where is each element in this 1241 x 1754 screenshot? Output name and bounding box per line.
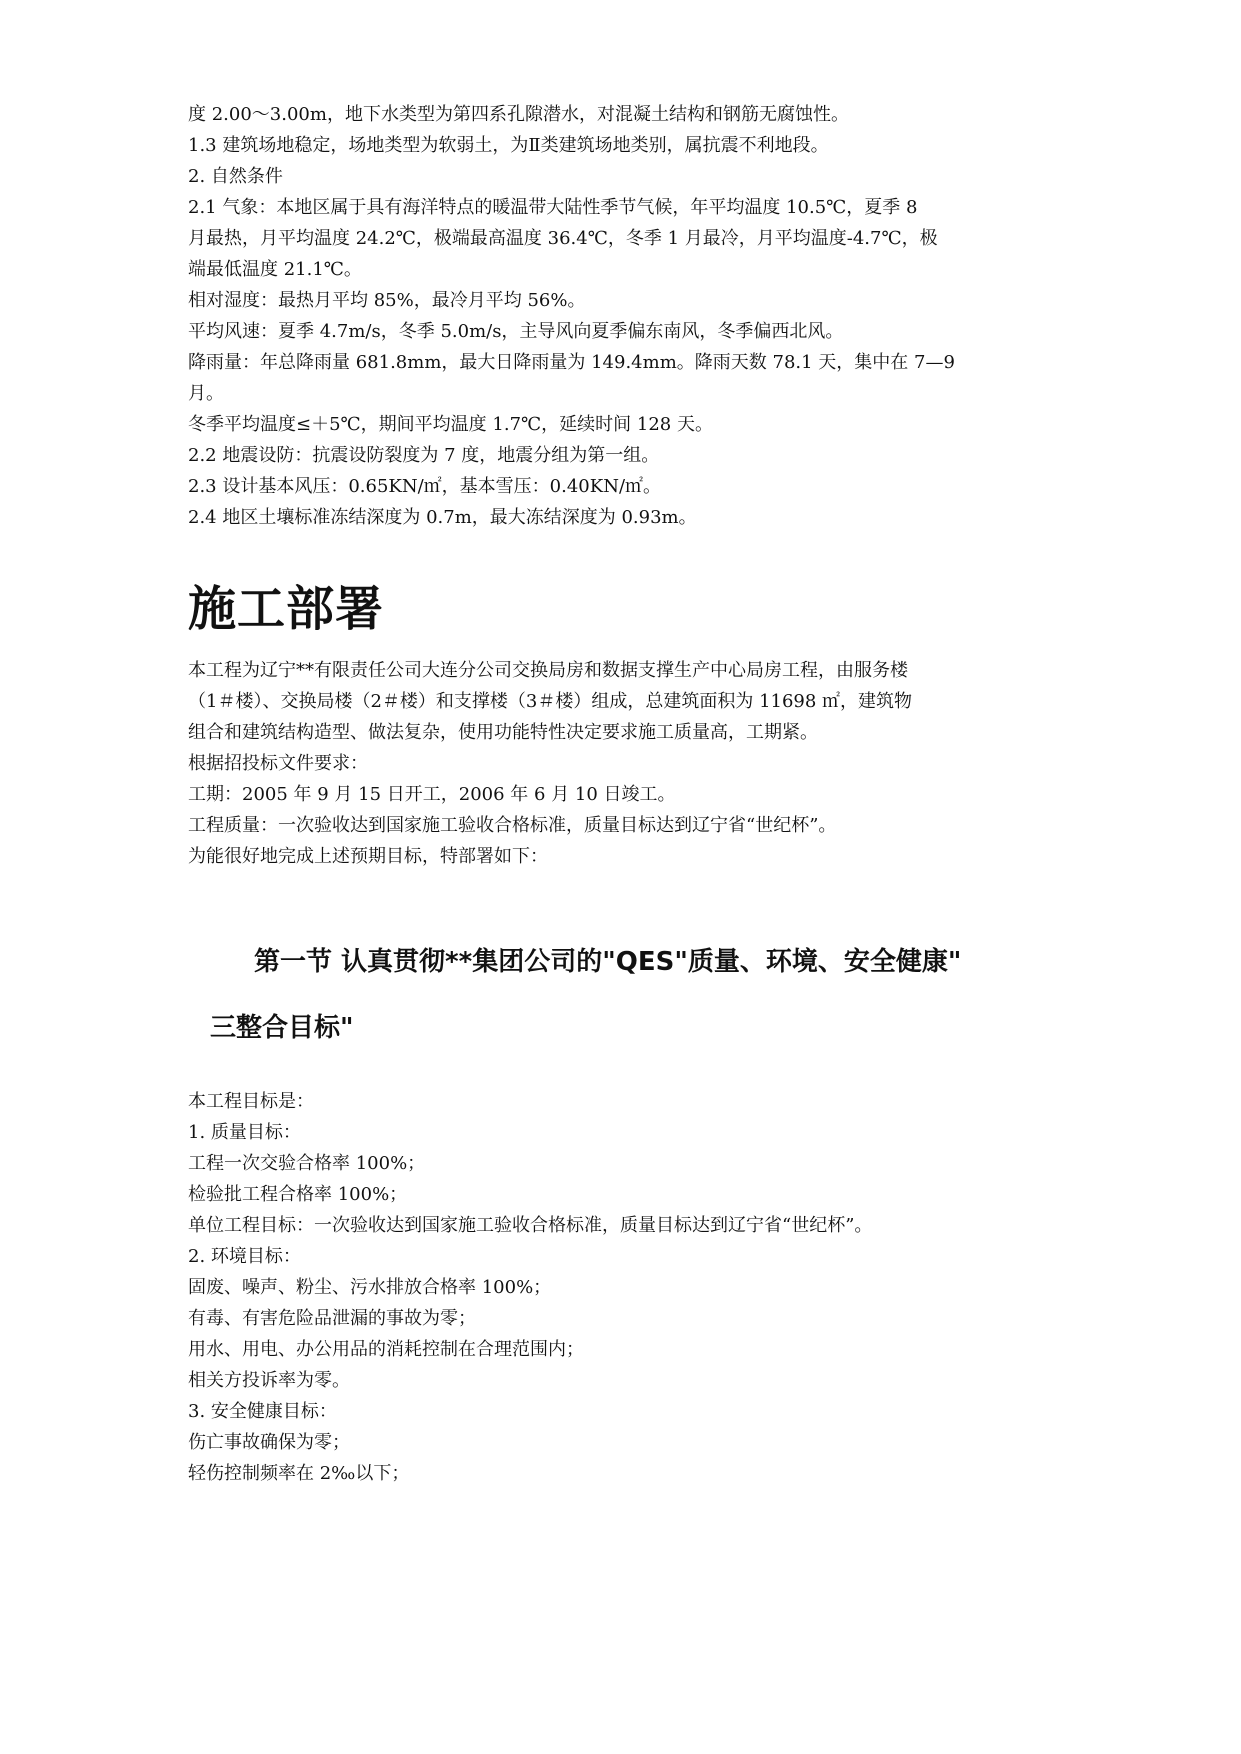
paragraph-line: 1. 质量目标： — [188, 1122, 301, 1143]
paragraph-line: 冬季平均温度≤＋5℃，期间平均温度 1.7℃，延续时间 128 天。 — [188, 414, 713, 435]
paragraph-line: 2. 环境目标： — [188, 1246, 301, 1267]
paragraph-line: （1＃楼）、交换局楼（2＃楼）和支撑楼（3＃楼）组成，总建筑面积为 11698 ㎡，建筑物 — [188, 691, 913, 712]
paragraph-line: 固废、噪声、粉尘、污水排放合格率 100%； — [188, 1277, 552, 1298]
paragraph-line: 伤亡事故确保为零； — [188, 1432, 350, 1453]
paragraph-line: 端最低温度 21.1℃。 — [188, 259, 362, 280]
section-spacer — [188, 533, 1068, 575]
paragraph-line: 2.1 气象：本地区属于具有海洋特点的暖温带大陆性季节气候，年平均温度 10.5℃，夏季 8 — [188, 197, 918, 218]
paragraph-line: 工程一次交验合格率 100%； — [188, 1153, 426, 1174]
deployment-section — [188, 655, 1068, 872]
paragraph-line: 检验批工程合格率 100%； — [188, 1184, 408, 1205]
section-heading: 施工部署 — [188, 581, 385, 637]
paragraph-line: 2.2 地震设防：抗震设防裂度为 7 度，地震分组为第一组。 — [188, 445, 660, 466]
paragraph-line: 相对湿度：最热月平均 85%，最冷月平均 56%。 — [188, 290, 586, 311]
paragraph-line: 2.3 设计基本风压：0.65KN/㎡，基本雪压：0.40KN/㎡。 — [188, 476, 662, 497]
paragraph-line: 根据招投标文件要求： — [188, 753, 368, 774]
subsection-heading: 第一节 认真贯彻**集团公司的"QES"质量、环境、安全健康" — [254, 947, 962, 977]
paragraph-line: 组合和建筑结构造型、做法复杂，使用功能特性决定要求施工质量高，工期紧。 — [188, 722, 818, 743]
goals-section — [188, 1086, 1068, 1489]
paragraph-line: 相关方投诉率为零。 — [188, 1370, 350, 1391]
paragraph-line: 有毒、有害危险品泄漏的事故为零； — [188, 1308, 476, 1329]
site-conditions-section — [188, 99, 1068, 533]
paragraph-line: 3. 安全健康目标： — [188, 1401, 337, 1422]
paragraph-line: 月。 — [188, 383, 224, 404]
section-spacer — [188, 872, 1068, 944]
paragraph-line: 工期：2005 年 9 月 15 日开工，2006 年 6 月 10 日竣工。 — [188, 784, 676, 805]
paragraph-line: 工程质量：一次验收达到国家施工验收合格标准，质量目标达到辽宁省“世纪杯”。 — [188, 815, 837, 836]
paragraph-line: 为能很好地完成上述预期目标，特部署如下： — [188, 846, 548, 867]
paragraph-line: 本工程目标是： — [188, 1091, 314, 1112]
paragraph-line: 2.4 地区土壤标准冻结深度为 0.7m，最大冻结深度为 0.93m。 — [188, 507, 697, 528]
document-page — [188, 99, 1068, 1489]
paragraph-line: 2. 自然条件 — [188, 166, 283, 187]
paragraph-line: 平均风速：夏季 4.7m/s，冬季 5.0m/s，主导风向夏季偏东南风，冬季偏西北风。 — [188, 321, 844, 342]
paragraph-line: 降雨量：年总降雨量 681.8mm，最大日降雨量为 149.4mm。降雨天数 78.1 天，集中在 7—9 — [188, 352, 955, 373]
subsection-heading-continued: 三整合目标" — [210, 1013, 354, 1043]
paragraph-line: 用水、用电、办公用品的消耗控制在合理范围内； — [188, 1339, 584, 1360]
paragraph-line: 月最热，月平均温度 24.2℃，极端最高温度 36.4℃，冬季 1 月最冷，月平均温度-4.7℃，极 — [188, 228, 938, 249]
paragraph-line: 1.3 建筑场地稳定，场地类型为软弱土，为Ⅱ类建筑场地类别，属抗震不利地段。 — [188, 135, 829, 156]
paragraph-line: 度 2.00～3.00m，地下水类型为第四系孔隙潜水，对混凝土结构和钢筋无腐蚀性。 — [188, 104, 849, 125]
paragraph-line: 本工程为辽宁**有限责任公司大连分公司交换局房和数据支撑生产中心局房工程，由服务楼 — [188, 660, 908, 681]
paragraph-line: 单位工程目标：一次验收达到国家施工验收合格标准，质量目标达到辽宁省“世纪杯”。 — [188, 1215, 873, 1236]
paragraph-line: 轻伤控制频率在 2‰以下； — [188, 1463, 410, 1484]
